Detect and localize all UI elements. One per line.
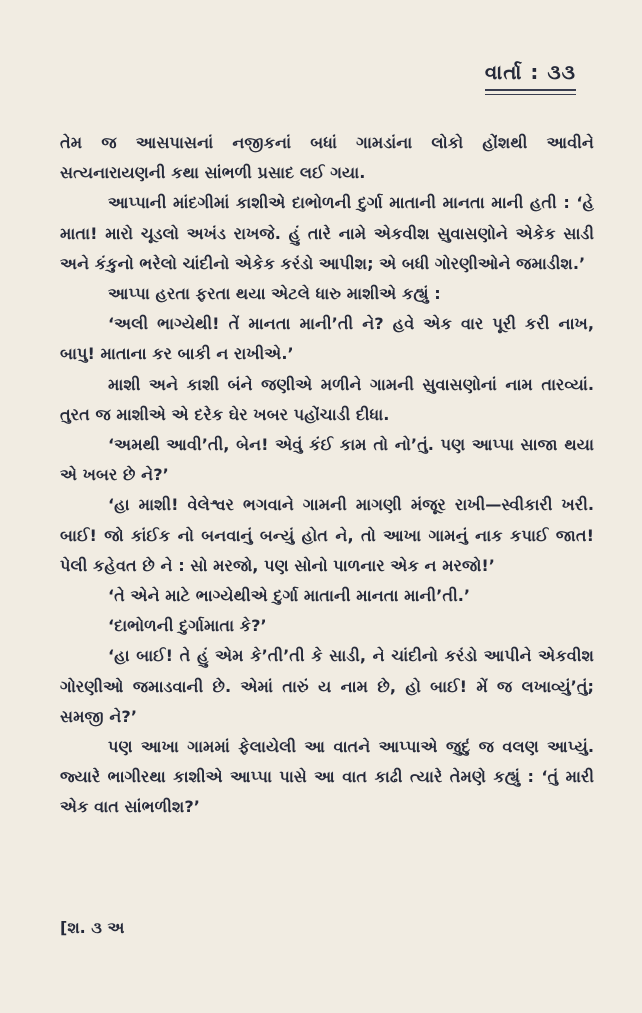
paragraph: પણ આખા ગામમાં ફેલાયેલી આ વાતને આપ્પાએ જુદું જ વલણ આપ્યું. જ્યારે ભાગીરથા કાશીએ આપ્પા પાસે આ વાત કાઢી ત્યારે તેમણે કહ્યું : ‘તું મારી એક વાત સાંભળીશ?’ <box>60 737 594 817</box>
paragraph: ‘હા બાઈ! તે હું એમ કે’તી’તી કે સાડી, ને ચાંદીનો કરંડો આપીને એકવીશ ગોરણીઓ જમાડવાની છે. એમાં તારું ય નામ છે, હો બાઈ! મેં જ લખાવ્યું’તું; સમજી ને?’ <box>60 646 594 726</box>
paragraph: ‘દાભોળની દુર્ગામાતા કે?’ <box>108 616 267 636</box>
paragraph: ‘અમથી આવી’તી, બેન! એવું કંઈ કામ તો નો’તું. પણ આપ્પા સાજા થયા એ ખબર છે ને?’ <box>60 435 594 485</box>
paragraph: ‘અલી ભાગ્યેથી! તેં માનતા માની’તી ને? હવે એક વાર પૂરી કરી નાખ, બાપુ! માતાના કર બાકી ન રાખીએ.’ <box>60 314 594 364</box>
paragraph: તેમ જ આસપાસનાં નજીકનાં બધાં ગામડાંના લોકો હોંશથી આવીને સત્યનારાયણની કથા સાંભળી પ્રસાદ લઈ ગયા. <box>60 133 594 183</box>
paragraph: ‘હા માશી! વેલેશ્વર ભગવાને ગામની માગણી મંજૂર રાખી—સ્વીકારી ખરી. બાઈ! જો કાંઈક નો બનવાનું બન્યું હોત ને, તો આખા ગામનું નાક કપાઈ જાત! પેલી કહેવત છે ને : સો મરજો, પણ સોનો પાળનાર એક ન મરજો!’ <box>60 495 594 575</box>
paragraph: માશી અને કાશી બંને જણીએ મળીને ગામની સુવાસણોનાં નામ તારવ્યાં. તુરત જ માશીએ એ દરેક ઘેર ખબર પહોંચાડી દીધા. <box>60 374 594 424</box>
paragraph: આપ્પાની માંદગીમાં કાશીએ દાભોળની દુર્ગા માતાની માનતા માની હતી : ‘હે માતા! મારો ચૂડલો અખંડ રાખજે. હું તારે નામે એકવીશ સુવાસણોને એકેક સાડી અને કંકુનો ભરેલો ચાંદીનો એકેક કરંડો આપીશ; એ બધી ગોરણીઓને જમાડીશ.’ <box>60 193 594 273</box>
page-body <box>60 128 594 823</box>
paragraph: ‘તે એને માટે ભાગ્યેથીએ દુર્ગા માતાની માનતા માની’તી.’ <box>108 586 470 606</box>
signature-mark: [શ. ૩ અ <box>60 918 125 937</box>
running-header: વાર્તા : ૩૩ <box>485 60 576 91</box>
paragraph: આપ્પા હરતા ફરતા થયા એટલે ધારુ માશીએ કહ્યું : <box>108 284 441 304</box>
